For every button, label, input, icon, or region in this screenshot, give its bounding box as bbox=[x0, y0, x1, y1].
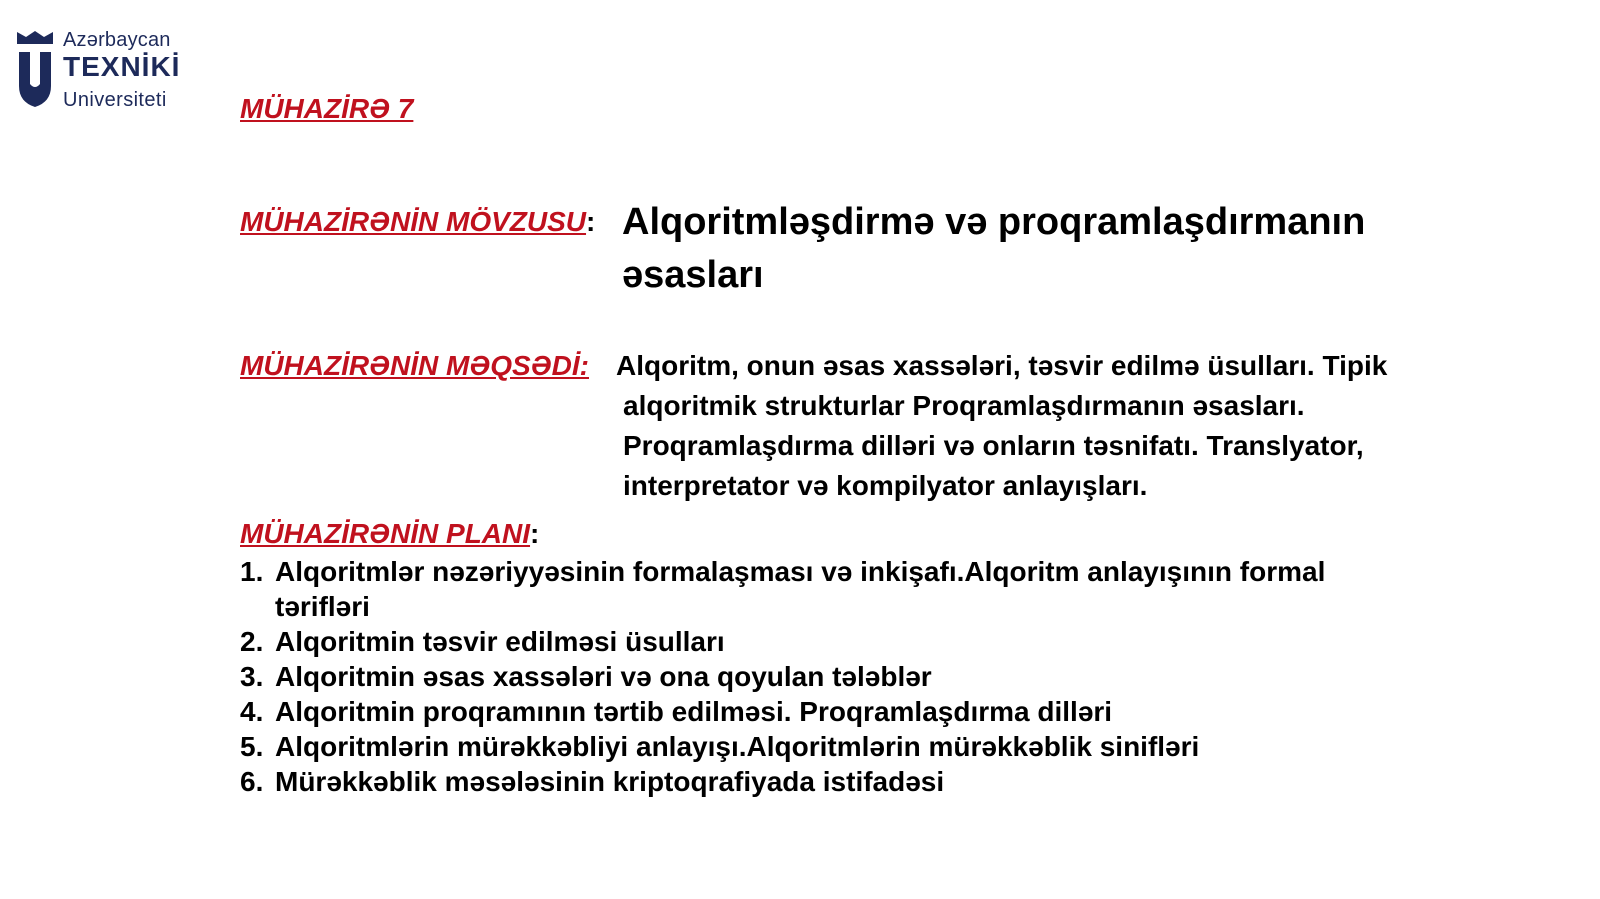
plan-label: MÜHAZİRƏNİN PLANI bbox=[240, 518, 531, 549]
plan-item bbox=[240, 659, 1410, 694]
plan-item-text: Mürəkkəblik məsələsinin kriptoqrafiyada istifadəsi bbox=[275, 766, 945, 797]
plan-item-number: 1. bbox=[240, 556, 264, 587]
plan-item bbox=[240, 729, 1410, 764]
plan-item-text: Alqoritmlər nəzəriyyəsinin formalaşması və inkişafı.Alqoritm anlayışının formal tərifləri bbox=[275, 556, 1326, 622]
topic-separator: : bbox=[586, 206, 596, 237]
topic-text: Alqoritmləşdirmə və proqramlaşdırmanın əsasları bbox=[622, 201, 1366, 296]
shield-icon bbox=[16, 28, 54, 108]
plan-item-number: 5. bbox=[240, 731, 264, 762]
logo-line-1: Azərbaycan bbox=[63, 29, 171, 51]
plan-item-number: 3. bbox=[240, 661, 264, 692]
plan-item bbox=[240, 694, 1410, 729]
plan-item-number: 4. bbox=[240, 696, 264, 727]
university-logo bbox=[16, 28, 186, 118]
plan-item-text: Alqoritmin əsas xassələri və ona qoyulan tələblər bbox=[275, 661, 932, 692]
plan-item-number: 6. bbox=[240, 766, 264, 797]
plan-item bbox=[240, 554, 1410, 624]
plan-item bbox=[240, 764, 1410, 799]
topic-label: MÜHAZİRƏNİN MÖVZUSU bbox=[240, 206, 587, 237]
goal-text: Alqoritm, onun əsas xassələri, təsvir edilmə üsulları. Tipik alqoritmik strukturlar Proqramlaşdırmanın əsasları. Proqramlaşdırma dilləri və onların təsnifatı. Translyator, interpretator və kompilyator anlayışları. bbox=[616, 350, 1388, 501]
lecture-number: MÜHAZİRƏ 7 bbox=[240, 93, 414, 124]
topic-label-wrap bbox=[240, 206, 595, 238]
plan-item-number: 2. bbox=[240, 626, 264, 657]
plan-item-text: Alqoritmlərin mürəkkəbliyi anlayışı.Alqoritmlərin mürəkkəblik sinifləri bbox=[275, 731, 1200, 762]
plan-list bbox=[240, 554, 1410, 799]
plan-separator: : bbox=[530, 518, 540, 549]
logo-line-3: Universiteti bbox=[63, 89, 167, 111]
plan-label-wrap bbox=[240, 518, 539, 550]
goal-label: MÜHAZİRƏNİN MƏQSƏDİ: bbox=[240, 350, 589, 381]
plan-item-text: Alqoritmin proqramının tərtib edilməsi. Proqramlaşdırma dilləri bbox=[275, 696, 1113, 727]
plan-item-text: Alqoritmin təsvir edilməsi üsulları bbox=[275, 626, 725, 657]
logo-line-2: TEXNİKİ bbox=[63, 51, 181, 82]
plan-item bbox=[240, 624, 1410, 659]
